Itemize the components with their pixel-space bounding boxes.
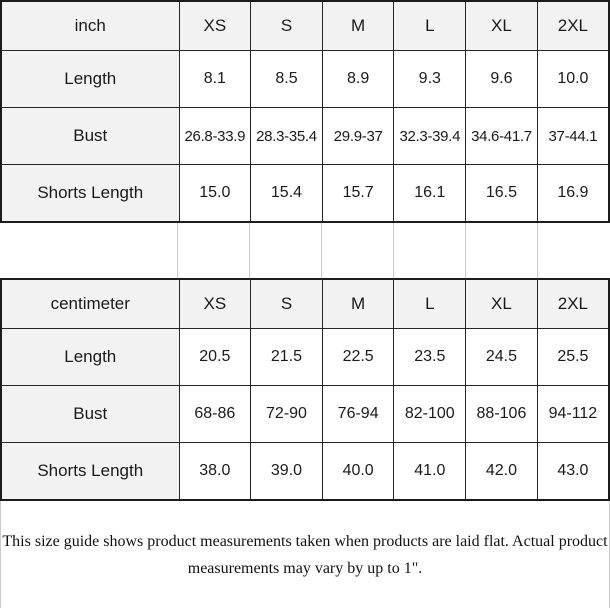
value-cell: 76-94 xyxy=(322,386,394,443)
value-cell: 39.0 xyxy=(251,443,323,501)
size-guide-disclaimer xyxy=(0,501,610,608)
value-cell: 37-44.1 xyxy=(537,108,609,165)
size-header-cell-2xl: 2XL xyxy=(537,279,609,329)
table-row-shorts-length xyxy=(1,443,609,501)
value-cell: 34.6-41.7 xyxy=(466,108,538,165)
value-cell: 9.3 xyxy=(394,51,466,108)
size-header-cell-m: M xyxy=(322,279,394,329)
value-cell: 8.9 xyxy=(322,51,394,108)
value-cell: 22.5 xyxy=(322,329,394,386)
value-cell: 25.5 xyxy=(537,329,609,386)
spacer-cell xyxy=(394,223,466,278)
table-spacer xyxy=(0,223,610,278)
value-cell: 15.7 xyxy=(322,165,394,223)
spacer-cell xyxy=(466,223,538,278)
table-row-length xyxy=(1,51,609,108)
value-cell: 15.0 xyxy=(179,165,251,223)
value-cell: 16.1 xyxy=(394,165,466,223)
row-label-cell: Length xyxy=(1,51,179,108)
size-header-cell-xl: XL xyxy=(466,279,538,329)
row-label-cell: Shorts Length xyxy=(1,443,179,501)
size-header-cell-xs: XS xyxy=(179,279,251,329)
header-row xyxy=(1,1,609,51)
spacer-cell xyxy=(178,223,250,278)
value-cell: 94-112 xyxy=(537,386,609,443)
value-cell: 10.0 xyxy=(537,51,609,108)
spacer-cell xyxy=(250,223,322,278)
value-cell: 28.3-35.4 xyxy=(251,108,323,165)
size-header-cell-s: S xyxy=(251,1,323,51)
row-label-cell: Length xyxy=(1,329,179,386)
value-cell: 68-86 xyxy=(179,386,251,443)
table-row-bust xyxy=(1,386,609,443)
value-cell: 29.9-37 xyxy=(322,108,394,165)
value-cell: 72-90 xyxy=(251,386,323,443)
size-chart-table-inch xyxy=(0,0,610,223)
size-header-cell-m: M xyxy=(322,1,394,51)
value-cell: 9.6 xyxy=(466,51,538,108)
size-header-cell-s: S xyxy=(251,279,323,329)
size-header-cell-l: L xyxy=(394,1,466,51)
value-cell: 16.5 xyxy=(466,165,538,223)
value-cell: 82-100 xyxy=(394,386,466,443)
value-cell: 21.5 xyxy=(251,329,323,386)
value-cell: 40.0 xyxy=(322,443,394,501)
size-header-cell-xs: XS xyxy=(179,1,251,51)
value-cell: 41.0 xyxy=(394,443,466,501)
value-cell: 16.9 xyxy=(537,165,609,223)
value-cell: 38.0 xyxy=(179,443,251,501)
value-cell: 8.5 xyxy=(251,51,323,108)
disclaimer-line-1: This size guide shows product measurements taken when products are laid flat. Actual product xyxy=(2,533,608,550)
table-row-length xyxy=(1,329,609,386)
value-cell: 15.4 xyxy=(251,165,323,223)
spacer-cell xyxy=(322,223,394,278)
value-cell: 20.5 xyxy=(179,329,251,386)
value-cell: 24.5 xyxy=(466,329,538,386)
value-cell: 23.5 xyxy=(394,329,466,386)
disclaimer-line-2: measurements may vary by up to 1". xyxy=(187,560,423,577)
spacer-cell xyxy=(0,223,178,278)
value-cell: 32.3-39.4 xyxy=(394,108,466,165)
table-row-bust xyxy=(1,108,609,165)
row-label-cell: Bust xyxy=(1,108,179,165)
size-chart-table-centimeter xyxy=(0,278,610,501)
header-row xyxy=(1,279,609,329)
size-header-cell-l: L xyxy=(394,279,466,329)
value-cell: 43.0 xyxy=(537,443,609,501)
spacer-cell xyxy=(538,223,610,278)
size-header-cell-2xl: 2XL xyxy=(537,1,609,51)
size-header-cell-xl: XL xyxy=(466,1,538,51)
value-cell: 26.8-33.9 xyxy=(179,108,251,165)
value-cell: 88-106 xyxy=(466,386,538,443)
unit-header-cell: inch xyxy=(1,1,179,51)
table-row-shorts-length xyxy=(1,165,609,223)
value-cell: 42.0 xyxy=(466,443,538,501)
value-cell: 8.1 xyxy=(179,51,251,108)
unit-header-cell: centimeter xyxy=(1,279,179,329)
row-label-cell: Bust xyxy=(1,386,179,443)
row-label-cell: Shorts Length xyxy=(1,165,179,223)
